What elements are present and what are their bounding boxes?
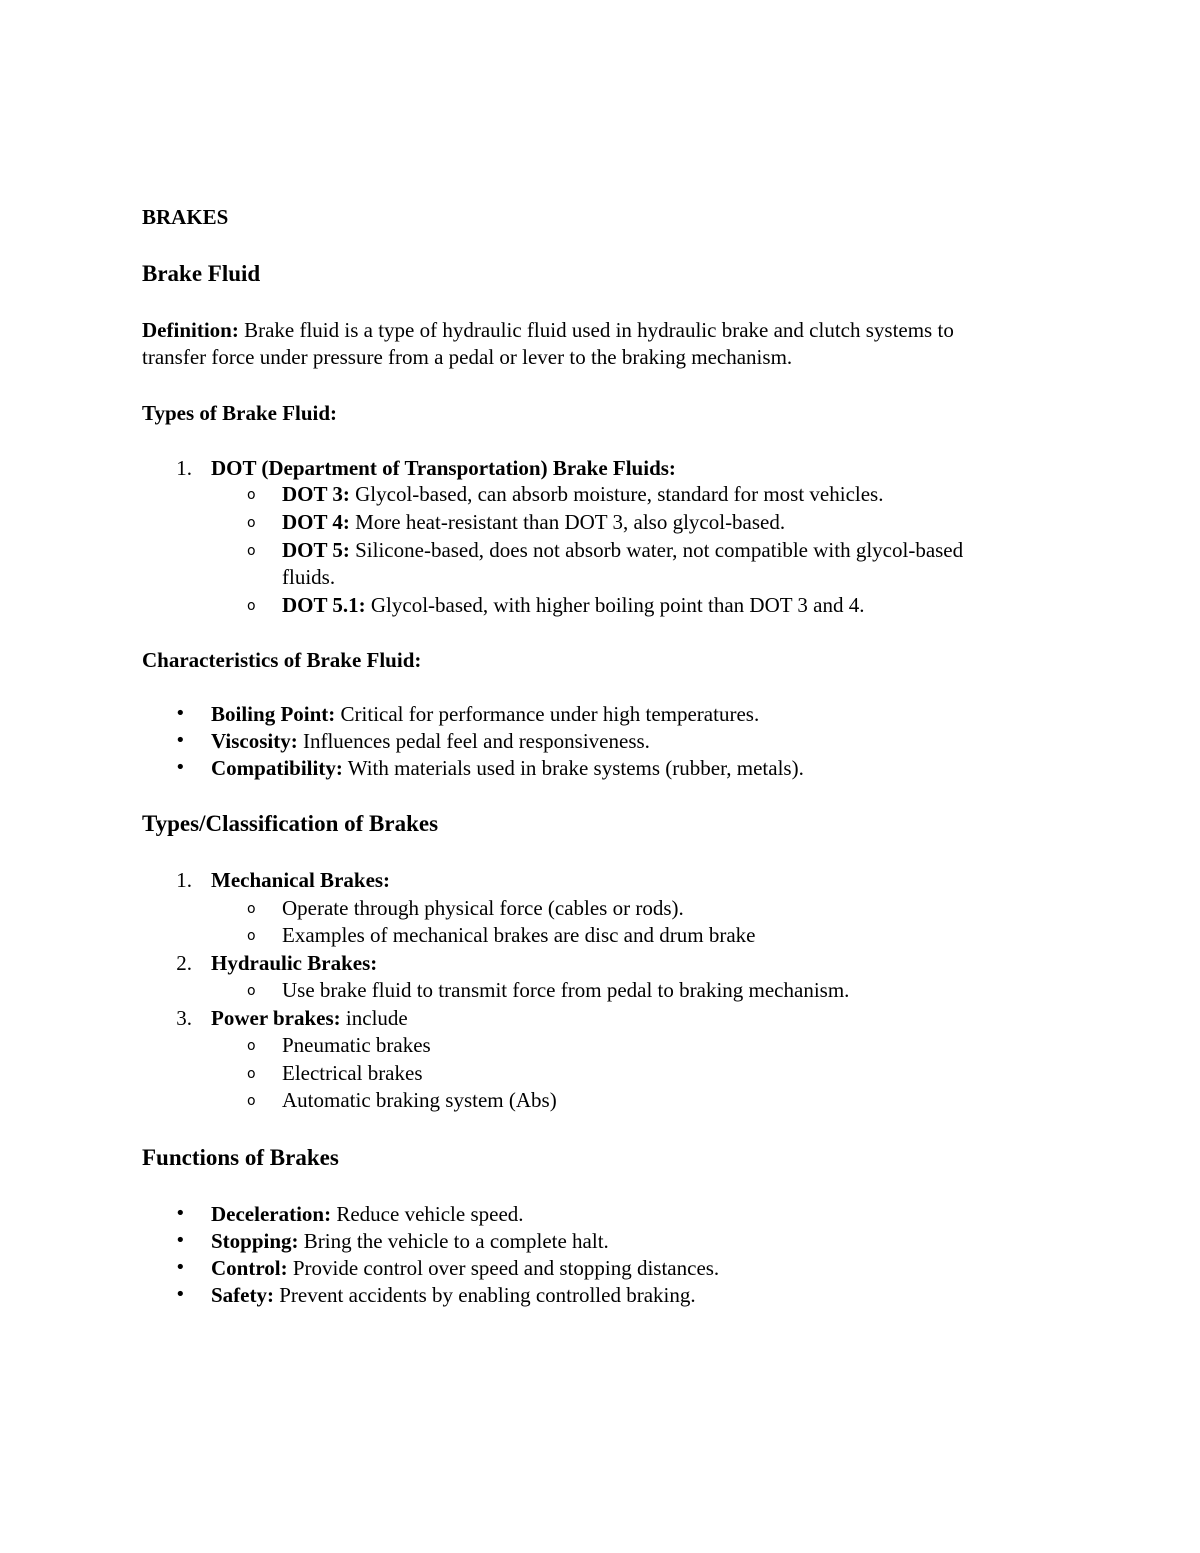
subheading-characteristics: Characteristics of Brake Fluid: [142,648,422,672]
sub-bullet-icon: o [247,1066,256,1082]
item-label: Viscosity: [211,729,298,753]
definition-text: Brake fluid is a type of hydraulic fluid used in hydraulic brake and clutch systems to [238,318,954,342]
sub-bullet-icon: o [247,901,256,917]
sub-list-item: Use brake fluid to transmit force from pedal to braking mechanism. [282,978,850,1002]
section-heading-functions: Functions of Brakes [142,1145,339,1170]
item-label: Mechanical Brakes: [211,868,391,892]
list-item-dot3 [282,481,883,507]
sub-list-item: Examples of mechanical brakes are disc and drum brake [282,923,756,947]
list-number: 1. [176,868,192,892]
section-heading-brake-fluid: Brake Fluid [142,261,261,286]
sub-list-item: Operate through physical force (cables or rods). [282,896,684,920]
sub-bullet-icon: o [247,598,256,614]
sub-bullet-icon: o [247,487,256,503]
list-item-stopping [211,1228,609,1254]
item-label: Stopping: [211,1229,299,1253]
bullet-icon: • [175,1284,186,1305]
item-label: Power brakes: [211,1006,341,1030]
item-text: Influences pedal feel and responsiveness. [297,729,650,753]
definition-text-continued: transfer force under pressure from a pedal or lever to the braking mechanism. [142,345,793,369]
item-label: DOT 5.1: [282,593,366,617]
list-item-dot4 [282,509,785,535]
item-text: include [340,1006,408,1030]
sub-list-item: Electrical brakes [282,1061,423,1085]
sub-list-item: Pneumatic brakes [282,1033,431,1057]
subheading-types-of-brake-fluid: Types of Brake Fluid: [142,401,338,425]
item-label: Boiling Point: [211,702,336,726]
item-text: More heat-resistant than DOT 3, also glycol-based. [349,510,786,534]
list-item-deceleration [211,1201,524,1227]
item-label: DOT 4: [282,510,350,534]
list-number: 2. [176,951,192,975]
item-text: Glycol-based, can absorb moisture, standard for most vehicles. [349,482,884,506]
item-text: Bring the vehicle to a complete halt. [298,1229,609,1253]
bullet-icon: • [175,1230,186,1251]
list-number: 1. [176,456,192,480]
item-text: Silicone-based, does not absorb water, not compatible with glycol-based [349,538,964,562]
bullet-icon: • [175,1203,186,1224]
bullet-icon: • [175,757,186,778]
list-item-safety [211,1282,696,1308]
list-item-mechanical-brakes [211,867,390,893]
item-text: With materials used in brake systems (rubber, metals). [342,756,804,780]
item-label: Hydraulic Brakes: [211,951,378,975]
item-text: Provide control over speed and stopping distances. [287,1256,720,1280]
list-item-compatibility [211,755,804,781]
item-text: Reduce vehicle speed. [331,1202,524,1226]
list-item-power-brakes [211,1005,408,1031]
section-heading-types-classification: Types/Classification of Brakes [142,811,439,836]
list-item-dot5-continued: fluids. [282,565,336,589]
sub-bullet-icon: o [247,1038,256,1054]
item-label: Control: [211,1256,288,1280]
item-label: Safety: [211,1283,274,1307]
definition-label: Definition: [142,318,239,342]
list-item-dot51 [282,592,865,618]
item-label: Compatibility: [211,756,343,780]
sub-bullet-icon: o [247,1093,256,1109]
list-number: 3. [176,1006,192,1030]
item-label: DOT 3: [282,482,350,506]
list-item-dot5 [282,537,963,563]
item-text: Critical for performance under high temperatures. [335,702,760,726]
item-text: Glycol-based, with higher boiling point than DOT 3 and 4. [365,593,865,617]
sub-bullet-icon: o [247,928,256,944]
bullet-icon: • [175,1257,186,1278]
list-item-boiling-point [211,701,759,727]
sub-bullet-icon: o [247,515,256,531]
bullet-icon: • [175,703,186,724]
list-item-control [211,1255,719,1281]
bullet-icon: • [175,730,186,751]
sub-list-item: Automatic braking system (Abs) [282,1088,557,1112]
item-label: Deceleration: [211,1202,332,1226]
sub-bullet-icon: o [247,543,256,559]
definition-paragraph-line [142,317,954,343]
sub-bullet-icon: o [247,983,256,999]
list-item-hydraulic-brakes [211,950,377,976]
dot-brake-fluids-label: DOT (Department of Transportation) Brake Fluids: [211,456,676,480]
document-title: BRAKES [142,205,229,229]
item-label: DOT 5: [282,538,350,562]
item-text: Prevent accidents by enabling controlled braking. [273,1283,696,1307]
list-item-viscosity [211,728,650,754]
